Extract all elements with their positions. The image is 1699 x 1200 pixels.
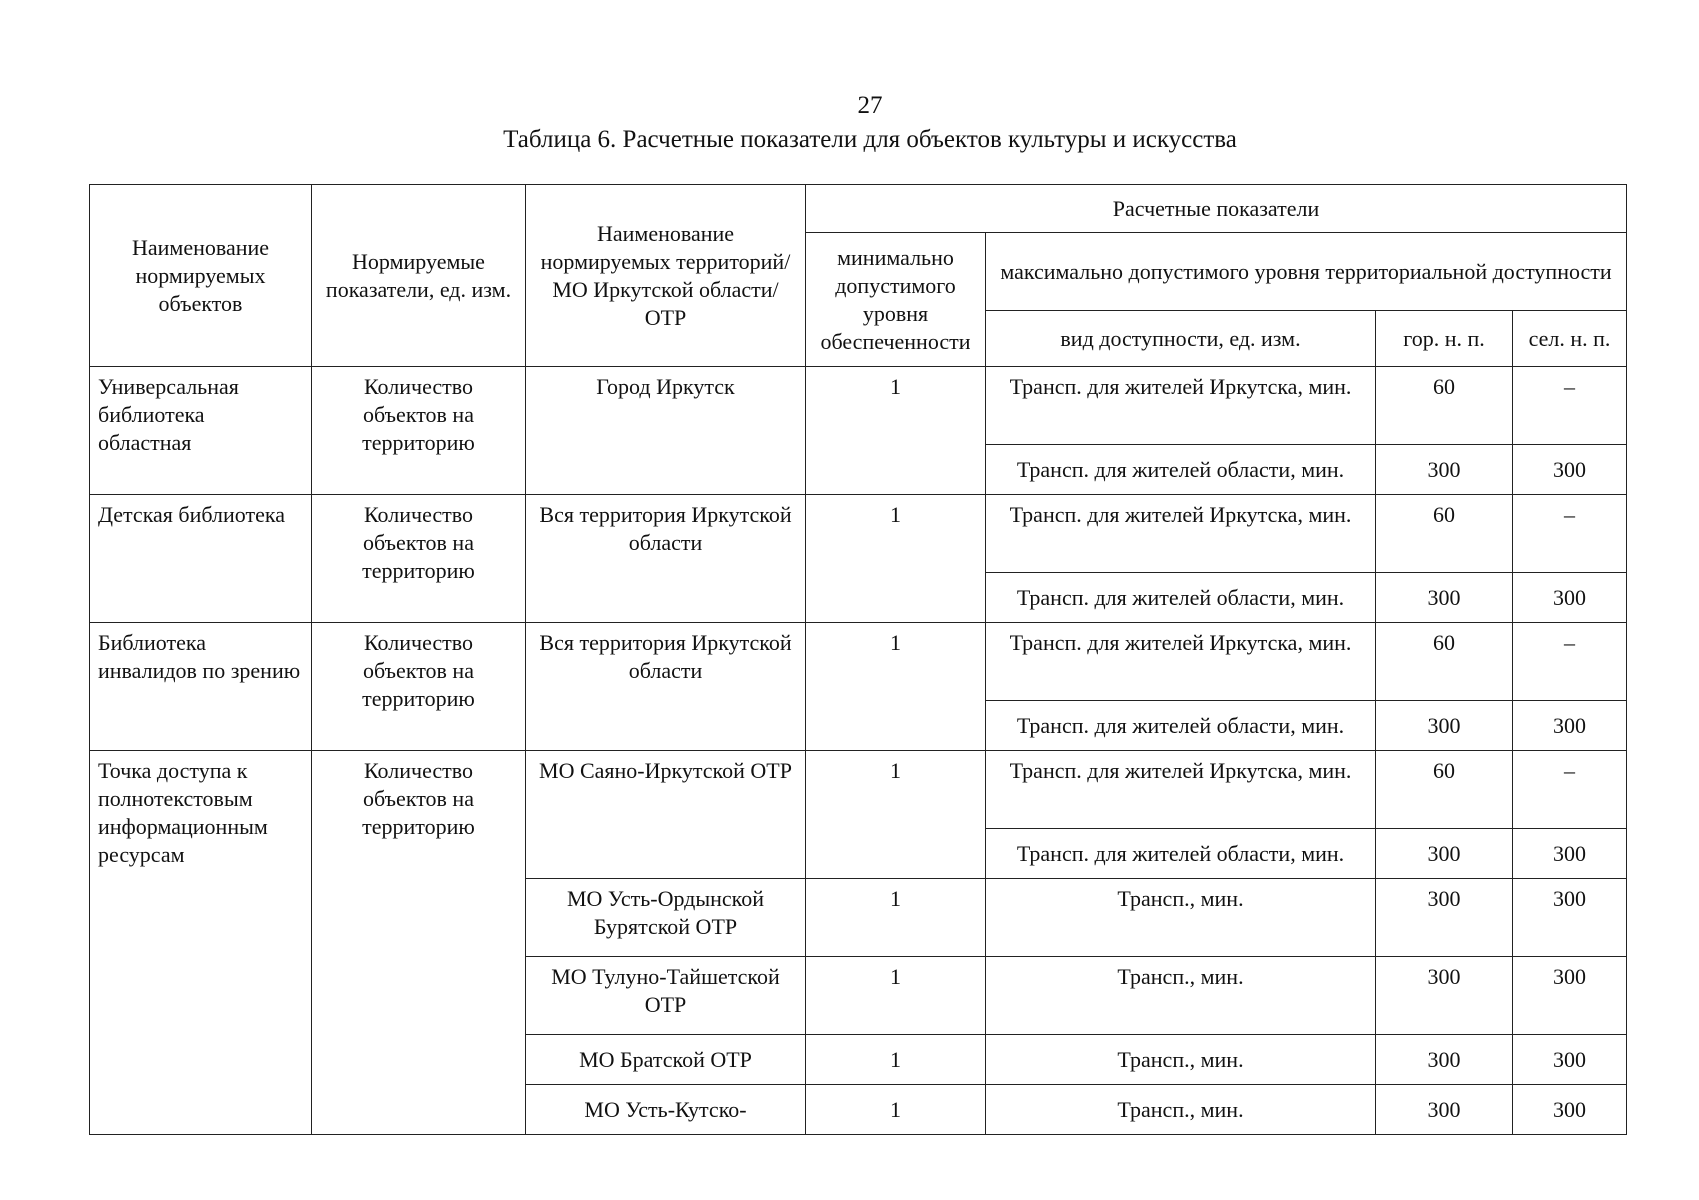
territory: МО Усть-Ордынской Бурятской ОТР [526,879,806,957]
access-type: Трансп. для жителей области, мин. [986,445,1376,495]
object-name: Детская библиотека [90,495,312,623]
header-urban: гор. н. п. [1376,311,1513,367]
indicator: Количество объектов на территорию [312,367,526,495]
territory: МО Тулуно-Тайшетской ОТР [526,957,806,1035]
min-level: 1 [806,957,986,1035]
urban-value: 300 [1376,879,1513,957]
min-level: 1 [806,495,986,623]
urban-value: 60 [1376,751,1513,829]
table-row [90,495,1627,573]
territory: Вся территория Иркутской области [526,495,806,623]
access-type: Трансп. для жителей Иркутска, мин. [986,495,1376,573]
min-level: 1 [806,879,986,957]
min-level: 1 [806,623,986,751]
header-rural: сел. н. п. [1513,311,1627,367]
access-type: Трансп. для жителей Иркутска, мин. [986,623,1376,701]
rural-value: 300 [1513,1085,1627,1135]
urban-value: 60 [1376,367,1513,445]
access-type: Трансп. для жителей области, мин. [986,701,1376,751]
min-level: 1 [806,367,986,495]
header-objects: Наименование нормируемых объектов [90,185,312,367]
access-type: Трансп., мин. [986,1035,1376,1085]
access-type: Трансп., мин. [986,957,1376,1035]
indicator: Количество объектов на территорию [312,495,526,623]
access-type: Трансп., мин. [986,879,1376,957]
rural-value: 300 [1513,957,1627,1035]
access-type: Трансп. для жителей области, мин. [986,573,1376,623]
access-type: Трансп. для жителей Иркутска, мин. [986,751,1376,829]
access-type: Трансп. для жителей Иркутска, мин. [986,367,1376,445]
header-min-level: минимально допустимого уровня обеспеченности [806,233,986,367]
urban-value: 300 [1376,957,1513,1035]
header-indicators: Нормируемые показатели, ед. изм. [312,185,526,367]
urban-value: 300 [1376,445,1513,495]
header-max-level: максимально допустимого уровня территориальной доступности [986,233,1627,311]
rural-value: – [1513,623,1627,701]
table-row [90,751,1627,829]
rural-value: 300 [1513,879,1627,957]
urban-value: 60 [1376,623,1513,701]
urban-value: 300 [1376,573,1513,623]
rural-value: 300 [1513,701,1627,751]
table-row [90,623,1627,701]
access-type: Трансп. для жителей области, мин. [986,829,1376,879]
rural-value: 300 [1513,829,1627,879]
page-number: 27 [857,92,883,119]
object-name: Точка доступа к полнотекстовым информационным ресурсам [90,751,312,1135]
urban-value: 300 [1376,1035,1513,1085]
object-name: Универсальная библиотека областная [90,367,312,495]
access-type: Трансп., мин. [986,1085,1376,1135]
rural-value: 300 [1513,1035,1627,1085]
urban-value: 300 [1376,1085,1513,1135]
urban-value: 60 [1376,495,1513,573]
standards-table [89,184,1627,1135]
territory: Вся территория Иркутской области [526,623,806,751]
header-territories: Наименование нормируемых территорий/МО Иркутской области/ОТР [526,185,806,367]
indicator: Количество объектов на территорию [312,751,526,1135]
rural-value: – [1513,367,1627,445]
territory: Город Иркутск [526,367,806,495]
urban-value: 300 [1376,829,1513,879]
min-level: 1 [806,751,986,879]
min-level: 1 [806,1085,986,1135]
table-row [90,367,1627,445]
territory: МО Братской ОТР [526,1035,806,1085]
header-calculated-indicators: Расчетные показатели [806,185,1627,233]
indicator: Количество объектов на территорию [312,623,526,751]
min-level: 1 [806,1035,986,1085]
territory: МО Саяно-Иркутской ОТР [526,751,806,879]
rural-value: – [1513,495,1627,573]
territory: МО Усть-Кутско- [526,1085,806,1135]
rural-value: 300 [1513,445,1627,495]
urban-value: 300 [1376,701,1513,751]
object-name: Библиотека инвалидов по зрению [90,623,312,751]
rural-value: – [1513,751,1627,829]
header-access-type: вид доступности, ед. изм. [986,311,1376,367]
table-title: Таблица 6. Расчетные показатели для объектов культуры и искусства [503,126,1237,153]
rural-value: 300 [1513,573,1627,623]
